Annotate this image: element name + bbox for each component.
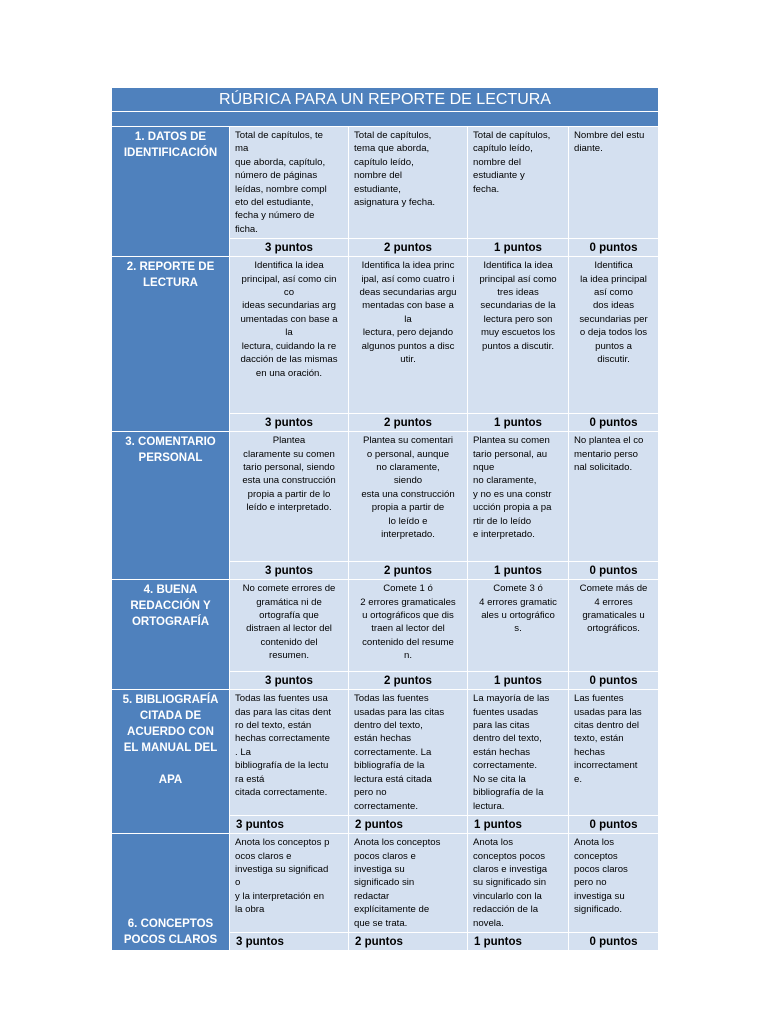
score-label: 0 puntos: [569, 672, 659, 690]
criterion-descriptor: Total de capítulos, capítulo leído, nombre del estudiante y fecha.: [468, 127, 569, 239]
score-label: 3 puntos: [230, 239, 349, 257]
criterion-descriptor: No comete errores de gramática ni de ortografía que distraen al lector del contenido del resumen.: [230, 580, 349, 672]
criterion-label: [112, 580, 230, 690]
spacer-row: [112, 112, 659, 127]
header-spacer: [112, 112, 659, 127]
criterion-descriptor: Anota los conceptos pocos claros e investiga su significado sin vincularlo con la redacción de la novela.: [468, 834, 569, 933]
criterion-label: [112, 690, 230, 834]
criterion-descriptor: No plantea el co mentario perso nal solicitado.: [569, 432, 659, 562]
score-label: 2 puntos: [349, 816, 468, 834]
score-label: 1 puntos: [468, 562, 569, 580]
score-label: 1 puntos: [468, 239, 569, 257]
score-label: 1 puntos: [468, 933, 569, 951]
score-label: 1 puntos: [468, 672, 569, 690]
criterion-label-text: 2. REPORTE DE LECTURA: [126, 261, 215, 290]
criterion-label: [112, 834, 230, 951]
criterion-descriptor: Comete 1 ó 2 errores gramaticales u ortográficos que dis traen al lector del contenido del resume n.: [349, 580, 468, 672]
criterion-label: [112, 127, 230, 257]
score-label: 3 puntos: [230, 414, 349, 432]
criterion-row: [112, 257, 659, 414]
criterion-descriptor: Anota los conceptos p ocos claros e investiga su significad o y la interpretación en la obra: [230, 834, 349, 933]
rubric-table: [111, 87, 659, 951]
score-label: 3 puntos: [230, 672, 349, 690]
score-label: 0 puntos: [569, 414, 659, 432]
score-label: 2 puntos: [349, 933, 468, 951]
criterion-descriptor: Comete 3 ó 4 errores gramatic ales u ortográfico s.: [468, 580, 569, 672]
criterion-label-text: 4. BUENA REDACCIÓN Y ORTOGRAFÍA: [130, 584, 211, 629]
criterion-descriptor: Todas las fuentes usa das para las citas dent ro del texto, están hechas correctamente . La bibliografía de la lectu ra está citada correctamente.: [230, 690, 349, 816]
score-label: 0 puntos: [569, 239, 659, 257]
criterion-descriptor: Identifica la idea principal, así como cin co ideas secundarias arg umentadas con base a la lectura, cuidando la re dacción de las mismas en una oración.: [230, 257, 349, 414]
criterion-label: [112, 432, 230, 580]
score-label: 0 puntos: [569, 933, 659, 951]
criterion-label-text: 3. COMENTARIO PERSONAL: [125, 436, 216, 465]
criterion-row: [112, 432, 659, 562]
criterion-descriptor: Comete más de 4 errores gramaticales u ortográficos.: [569, 580, 659, 672]
criterion-row: [112, 580, 659, 672]
criterion-row: [112, 127, 659, 239]
score-label: 3 puntos: [230, 562, 349, 580]
criterion-label-text: 6. CONCEPTOS POCOS CLAROS: [123, 918, 218, 947]
criterion-row: [112, 690, 659, 816]
criterion-descriptor: Identifica la idea principal así como dos ideas secundarias per o deja todos los puntos a discutir.: [569, 257, 659, 414]
score-label: 1 puntos: [468, 414, 569, 432]
score-label: 3 puntos: [230, 933, 349, 951]
score-label: 3 puntos: [230, 816, 349, 834]
score-label: 2 puntos: [349, 239, 468, 257]
score-label: 0 puntos: [569, 562, 659, 580]
criterion-label-text: 1. DATOS DE IDENTIFICACIÓN: [123, 131, 218, 159]
score-label: 1 puntos: [468, 816, 569, 834]
criterion-descriptor: Las fuentes usadas para las citas dentro del texto, están hechas incorrectament e.: [569, 690, 659, 816]
score-label: 0 puntos: [569, 816, 659, 834]
criterion-row: [112, 834, 659, 933]
criterion-label: [112, 257, 230, 432]
criterion-label-text: 5. BIBLIOGRAFÍA CITADA DE ACUERDO CON EL MANUAL DEL APA: [122, 694, 219, 787]
criterion-descriptor: Identifica la idea princ ipal, así como cuatro i deas secundarias argu mentadas con base a la lectura, pero dejando algunos puntos a disc utir.: [349, 257, 468, 414]
score-label: 2 puntos: [349, 562, 468, 580]
criterion-descriptor: Identifica la idea principal así como tres ideas secundarias de la lectura pero son muy escuetos los puntos a discutir.: [468, 257, 569, 414]
criterion-descriptor: La mayoría de las fuentes usadas para las citas dentro del texto, están hechas correctamente. No se cita la bibliografía de la lectura.: [468, 690, 569, 816]
criterion-descriptor: Total de capítulos, tema que aborda, capítulo leído, nombre del estudiante, asignatura y fecha.: [349, 127, 468, 239]
title-row: [112, 88, 659, 112]
rubric-title: RÚBRICA PARA UN REPORTE DE LECTURA: [112, 88, 659, 112]
criterion-descriptor: Todas las fuentes usadas para las citas dentro del texto, están hechas correctamente. La bibliografía de la lectura está citada pero no correctamente.: [349, 690, 468, 816]
criterion-descriptor: Plantea su comen tario personal, au nque no claramente, y no es una constr ucción propia a pa rtir de lo leído e interpretado.: [468, 432, 569, 562]
score-label: 2 puntos: [349, 414, 468, 432]
criterion-descriptor: Anota los conceptos pocos claros pero no investiga su significado.: [569, 834, 659, 933]
score-label: 2 puntos: [349, 672, 468, 690]
criterion-descriptor: Total de capítulos, te ma que aborda, capítulo, número de páginas leídas, nombre compl eto del estudiante, fecha y número de ficha.: [230, 127, 349, 239]
criterion-descriptor: Anota los conceptos pocos claros e investiga su significado sin redactar explícitamente de que se trata.: [349, 834, 468, 933]
criterion-descriptor: Plantea claramente su comen tario personal, siendo esta una construcción propia a partir de lo leído e interpretado.: [230, 432, 349, 562]
criterion-descriptor: Plantea su comentari o personal, aunque no claramente, siendo esta una construcción propia a partir de lo leído e interpretado.: [349, 432, 468, 562]
criterion-descriptor: Nombre del estu diante.: [569, 127, 659, 239]
